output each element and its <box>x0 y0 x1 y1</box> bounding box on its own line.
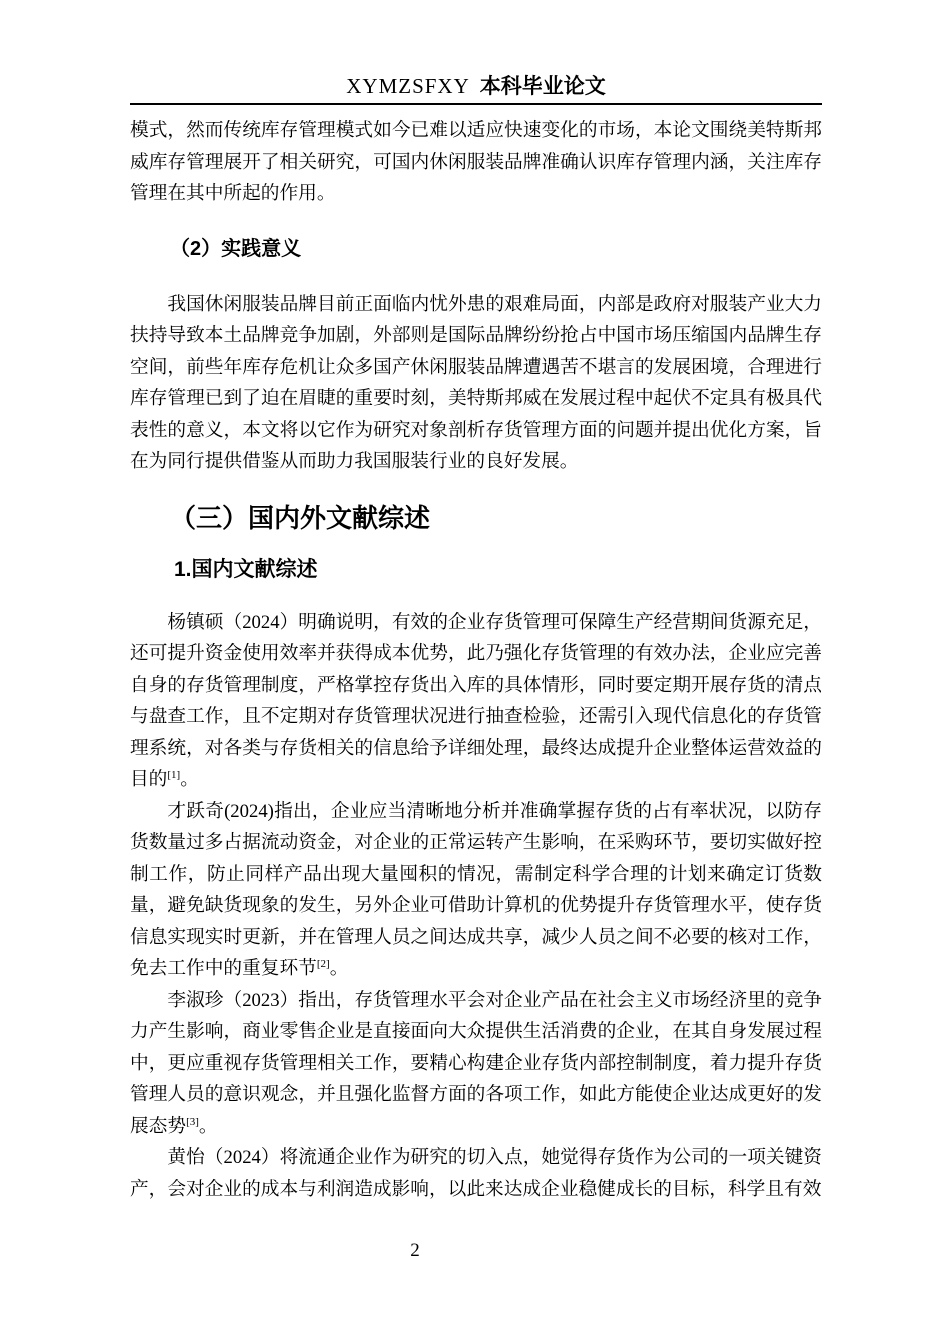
header-title-zh: 本科毕业论文 <box>479 74 606 98</box>
heading-literature-review: （三）国内外文献综述 <box>170 502 431 533</box>
document-body <box>130 103 822 1205</box>
heading-practical-significance: （2）实践意义 <box>170 237 302 260</box>
paragraph-text: 我国休闲服装品牌目前正面临内忧外患的艰难局面，内部是政府对服装产业大力扶持导致本土品牌竞争加剧，外部则是国际品牌纷纷抢占中国市场压缩国内品牌生存空间，前些年库存危机让众多国产休闲服装品牌遭遇苦不堪言的发展困境，合理进行库存管理已到了迫在眉睫的重要时刻，美特斯邦威在发展过程中起伏不定具有极具代表性的意义，本文将以它作为研究对象剖析存货管理方面的问题并提出优化方案，旨在为同行提供借鉴从而助力我国服装行业的良好发展。 <box>130 293 822 472</box>
paragraph-text: 黄怡（2024）将流通企业作为研究的切入点，她觉得存货作为公司的一项关键资产，会对企业的成本与利润造成影响，以此来达成企业稳健成长的目标，科学且有效 <box>130 1147 822 1200</box>
paragraph-text: 模式，然而传统库存管理模式如今已难以适应快速变化的市场，本论文围绕美特斯邦威库存管理展开了相关研究，可国内休闲服装品牌准确认识库存管理内涵，关注库存管理在其中所起的作用。 <box>130 120 822 204</box>
paragraph-text: 才跃奇(2024)指出，企业应当清晰地分析并准确掌握存货的占有率状况，以防存货数量过多占据流动资金，对企业的正常运转产生影响，在采购环节，要切实做好控制工作，防止同样产品出现大量囤积的情况，需制定科学合理的计划来确定订货数量，避免缺货现象的发生，另外企业可借助计算机的优势提升存货管理水平，使存货信息实现实时更新，并在管理人员之间达成共享，减少人员之间不必要的核对工作，免去工作中的重复环节 <box>130 800 822 979</box>
paragraph-period: 。 <box>198 1115 218 1137</box>
page-number: 2 <box>410 1240 420 1261</box>
paragraph-practical-significance <box>130 289 822 478</box>
page-header <box>130 74 822 105</box>
paragraph-citation-yang <box>130 607 822 796</box>
citation-ref-3: [3] <box>186 1115 199 1128</box>
paragraph-period: 。 <box>329 958 349 979</box>
paragraph-citation-li <box>130 985 822 1143</box>
citation-ref-2: [2] <box>316 957 330 970</box>
paragraph-citation-huang <box>130 1142 822 1205</box>
paragraph-period: 。 <box>180 769 199 790</box>
header-title-en: XYMZSFXY <box>346 74 470 98</box>
paragraph-citation-cai <box>130 796 822 985</box>
paragraph-text: 李淑珍（2023）指出，存货管理水平会对企业产品在社会主义市场经济里的竞争力产生影响，商业零售企业是直接面向大众提供生活消费的企业，在其自身发展过程中，更应重视存货管理相关工作，要精心构建企业存货内部控制制度，着力提升存货管理人员的意识观念，并且强化监督方面的各项工作，如此方能使企业达成更好的发展态势 <box>130 989 822 1137</box>
heading-domestic-literature: 1.国内文献综述 <box>174 557 318 581</box>
paragraph-intro-continuation <box>130 115 822 210</box>
citation-ref-1: [1] <box>167 768 181 781</box>
paragraph-text: 杨镇硕（2024）明确说明，有效的企业存货管理可保障生产经营期间货源充足，还可提升资金使用效率并获得成本优势，此乃强化存货管理的有效办法，企业应完善自身的存货管理制度，严格掌控存货出入库的具体情形，同时要定期开展存货的清点与盘查工作，且不定期对存货管理状况进行抽查检验，还需引入现代信息化的存货管理系统，对各类与存货相关的信息给予详细处理，最终达成提升企业整体运营效益的目的 <box>130 611 822 790</box>
